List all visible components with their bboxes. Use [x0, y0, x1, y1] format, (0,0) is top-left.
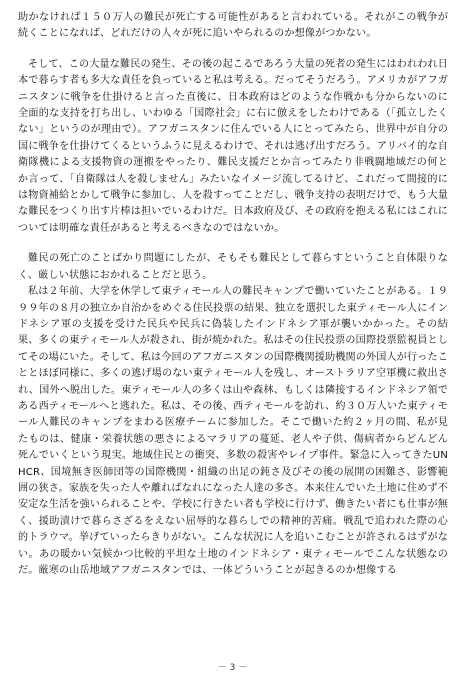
paragraph-refugee-conditions: 難民の死亡のことばかり問題にしたが、そもそも難民として暮らすということ自体限りなく、厳しい状態におかれることだと思う。 — [18, 253, 448, 281]
page-number: － 3 － — [217, 663, 248, 673]
paragraph-east-timor-experience: 私は２年前、大学を休学して東ティモール人の難民キャンプで働いていたことがある。１９９９年の８月の独立か自治かをめぐる住民投票の結果、独立を選択した東ティモール人にインドネシア軍の支援を受けた民兵や民兵に偽装したインドネシア軍が襲いかかった。その結果、多くの東ティモール人が殺され、街が焼かれた。私はその住民投票の国際投票監視員としてその場にいた。そして、私は今回のアフガニスタンの国際機関援助機関の外国人が行ったこととほぼ同様に、多くの逃げ場のない東ティモール人を残し、オーストラリア空軍機に救出され、国外へ脱出した。東ティモール人の多くは山や森林、もしくは隣接するインドネシア領である西ティモールへと逃れた。私は、その後、西ティモールを訪れ、約３０万人いた東ティモール人難民のキャンプをまわる医療チームに参加した。そこで働いた約２ヶ月の間、私が見たものは、健康・栄養状態の悪さによるマラリアの蔓延、老人や子供、傷病者からどんどん死んでいくという現実。地域住民との衝突、多数の殺害やレイプ事件。緊急に入ってきたUNHCR、国境無き医師団等の国際機関・組織の出足の鈍さ及びその後の展開の困難さ、影響範囲の狭さ。家族を失った人や離ればなれになった人達の多さ。本来住んでいた土地に住めず不安定な生活を強いられることや、学校に行きたい者も学校に行けず、働きたい者にも仕事が無く、援助漬けで暮らさざるをえない屈辱的な暮らしでの精神的苦痛。戦乱で追われた際の心的トラウマ。挙げていったらきりがない。こんな状況に人を追いこむことが許されるはずがない。あの暖かい気候かつ比較的平坦な土地のインドネシア・東ティモールでこんな状態なのだ。厳寒の山岳地域アフガニスタンでは、一体どういうことが起きるのか想像する — [18, 286, 448, 576]
paragraph-japan-responsibility: そして、この大量な難民の発生、その後の起こるであろう大量の死者の発生にはわれわれ日本で暮らす者も多大な責任を負っていると私は考える。だってそうだろう。アメリカがアフガニスタンに戦争を仕掛けると言った直後に、日本政府はどのような作戦かも分からないのに全面的な支持を打ち出し、いわゆる「国際社会」に右に倣えをしたわけである（「孤立したくない」というのが理由で）。アフガニスタンに住んでいる人にとってみたら、世界中が自分の国に戦争を仕掛けてくるというふうに見えるわけで、それは逃げ出すだろう。アリバイ的な自衛隊機による支援物資の運搬をやったり、難民支援だとか言ってみたり非戦闘地域だの何とか言って、「自衛隊は人を殺しません」みたいなイメージ流してるけど、これだって間接的には物資補給とかして戦争に参加し、人を殺すってことだし、戦争支持の表明だけで、もう大量な難民をつくり出す片棒は担いでいるわけだ。日本政府及び、その政府を抱える私にはこれについては明確な責任があると考えるべきなのではないか。 — [18, 58, 448, 234]
paragraph-refugee-estimate: 助かなければ１５０万人の難民が死亡する可能性があると言われている。それがこの戦争が続くことになれば、どれだけの人々が死に追いやられるのか想像がつかない。 — [18, 12, 448, 40]
document-body — [18, 10, 448, 579]
